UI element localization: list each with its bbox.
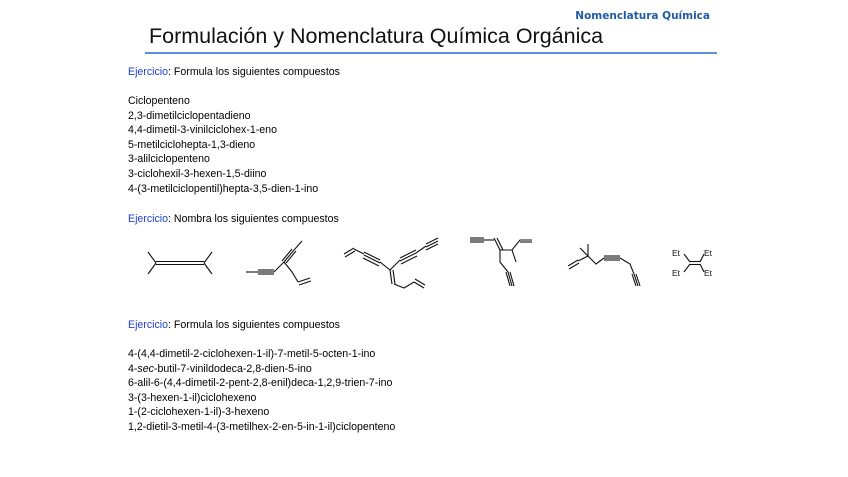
list-item: 5-metilciclohepta-1,3-dieno — [128, 138, 256, 151]
exercise-1-list — [128, 94, 318, 196]
name-text: 6-alil-6-(4,4-dimetil-2-pent-2,8-enil)deca-1,2,9-trien-7-ino — [128, 377, 393, 390]
name-italic: sec — [137, 362, 154, 375]
list-item: 4,4-dimetil-3-vinilciclohex-1-eno — [128, 124, 277, 137]
list-item — [128, 420, 395, 435]
name-text: 4-(4,4-dimetil-2-ciclohexen-1-il)-7-metil-5-octen-1-ino — [128, 348, 376, 360]
enyne-branched-structure — [468, 232, 540, 292]
et-label: Et — [704, 268, 713, 278]
header-tag: Nomenclatura Química — [575, 10, 710, 22]
list-item — [128, 347, 395, 362]
name-text: 3-(3-hexen-1-il)ciclohexeno — [128, 391, 257, 404]
list-item — [128, 391, 395, 406]
exercise-1-heading — [128, 65, 340, 80]
list-item: 3-ciclohexil-3-hexen-1,5-diino — [128, 167, 267, 180]
list-item: 4-(3-metilciclopentil)hepta-3,5-dien-1-ino — [128, 182, 319, 195]
conjugated-polyyne-structure — [342, 232, 442, 292]
et-label: Et — [704, 248, 713, 258]
list-item — [128, 376, 395, 391]
exercise-2-heading — [128, 212, 339, 227]
exercise-instruction: : Nombra los siguientes compuestos — [168, 213, 339, 225]
allene-chain-structure — [146, 232, 216, 292]
exercise-instruction: : Formula los siguientes compuestos — [168, 66, 340, 78]
exercise-instruction: : Formula los siguientes compuestos — [168, 319, 340, 331]
name-text: 1,2-dietil-3-metil-4-(3-metilhex-2-en-5-in-1-il)ciclopenteno — [128, 420, 396, 433]
title-underline — [145, 52, 717, 54]
name-text: 4- — [128, 362, 138, 375]
dimethyl-enyne-structure — [566, 232, 646, 292]
branched-diyne-structure — [244, 232, 314, 292]
et-label: Et — [672, 268, 681, 278]
name-text: 1-(2-ciclohexen-1-il)-3-hexeno — [128, 406, 270, 419]
exercise-3-heading — [128, 318, 340, 333]
exercise-keyword: Ejercicio — [128, 66, 169, 78]
name-text: -butil-7-vinildodeca-2,8-dien-5-ino — [153, 362, 312, 375]
list-item: 2,3-dimetilciclopentadieno — [128, 109, 251, 122]
list-item — [128, 405, 395, 420]
structures-row — [140, 232, 730, 292]
exercise-keyword: Ejercicio — [128, 319, 169, 331]
exercise-3-list — [128, 347, 395, 435]
et-label: Et — [672, 248, 681, 258]
list-item: Ciclopenteno — [128, 95, 190, 107]
tetraethylethene-structure — [668, 232, 728, 292]
list-item — [128, 362, 395, 377]
exercise-keyword: Ejercicio — [128, 213, 169, 225]
list-item: 3-alilciclopenteno — [128, 153, 210, 166]
page-title: Formulación y Nomenclatura Química Orgánica — [149, 24, 604, 48]
